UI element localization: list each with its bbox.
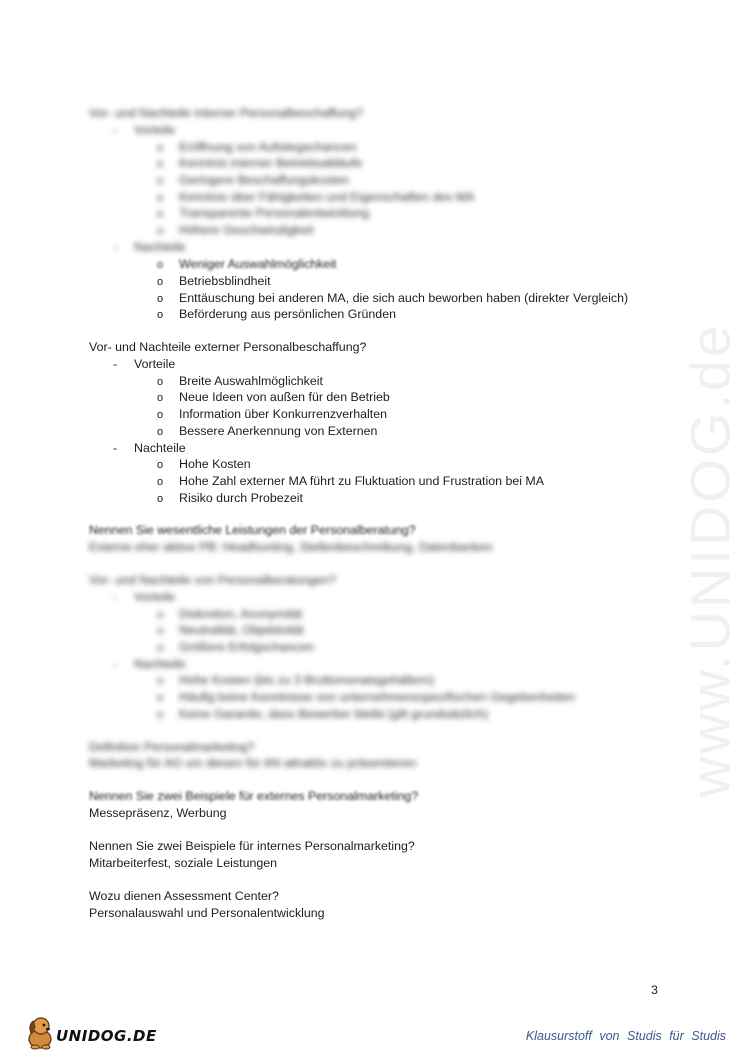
list-item: o Risiko durch Probezeit [157, 491, 303, 505]
nachteile-heading: - Nachteile [113, 657, 186, 671]
nachteile-heading: - Nachteile [113, 240, 186, 254]
list-item: o Häufig keine Kenntnisse von unternehmensspezifischen Gegebenheiten [157, 690, 576, 704]
list-item: o Beförderung aus persönlichen Gründen [157, 307, 396, 321]
list-item: o Diskretion, Anonymität [157, 607, 303, 621]
question-marketing-intern: Nennen Sie zwei Beispiele für internes Personalmarketing? [89, 839, 415, 853]
list-item: o Keine Garantie, dass Bewerber bleibt (gilt grundsätzlich) [157, 707, 489, 721]
unidog-logo [20, 1012, 160, 1052]
question-beratung-leistungen: Nennen Sie wesentliche Leistungen der Personalberatung? [89, 523, 416, 537]
question-intern: Vor- und Nachteile interner Personalbeschaffung? [89, 106, 363, 120]
question-marketing-extern: Nennen Sie zwei Beispiele für externes Personalmarketing? [89, 789, 419, 803]
list-item: o Größere Erfolgschancen [157, 640, 314, 654]
list-item: o Höhere Geschwindigkeit [157, 223, 314, 237]
list-item: o Kenntnis interner Betriebsabläufe [157, 156, 363, 170]
page-number: 3 [651, 983, 658, 997]
list-item: o Bessere Anerkennung von Externen [157, 424, 378, 438]
question-beratung: Vor- und Nachteile von Personalberatungen? [89, 573, 337, 587]
list-item: o Neue Ideen von außen für den Betrieb [157, 390, 390, 404]
dog-icon [20, 1012, 60, 1052]
list-item: o Hohe Zahl externer MA führt zu Fluktuation und Frustration bei MA [157, 474, 545, 488]
list-item: o Hohe Kosten (bis zu 3 Bruttomonatsgehältern) [157, 673, 434, 687]
vorteile-heading: - Vorteile [113, 590, 176, 604]
list-item: o Kenntnis über Fähigkeiten und Eigenschaften des MA [157, 190, 475, 204]
list-item: o Weniger Auswahlmöglichkeit [157, 257, 337, 271]
list-item: o Betriebsblindheit [157, 274, 271, 288]
question-extern: Vor- und Nachteile externer Personalbeschaffung? [89, 340, 367, 354]
answer-marketing-intern: Mitarbeiterfest, soziale Leistungen [89, 856, 278, 870]
list-item: o Information über Konkurrenzverhalten [157, 407, 388, 421]
watermark: www.UNIDOG.de [678, 322, 742, 798]
vorteile-heading: - Vorteile [113, 123, 176, 137]
question-marketing-def: Definition Personalmarketing? [89, 740, 255, 754]
list-item: o Eröffnung von Aufstiegschancen [157, 140, 357, 154]
list-item: o Enttäuschung bei anderen MA, die sich auch beworben haben (direkter Vergleich) [157, 291, 629, 305]
answer-marketing-def: Marketing für AG um diesen für AN attraktiv zu präsentieren [89, 756, 417, 770]
question-assessment: Wozu dienen Assessment Center? [89, 889, 279, 903]
answer-beratung-leistungen: Externe eher aktive PB: Headhunting, Stellenbeschreibung, Datenbanken [89, 540, 493, 554]
vorteile-heading: - Vorteile [113, 357, 176, 371]
list-item: o Hohe Kosten [157, 457, 251, 471]
logo-text: UNIDOG.DE [56, 1027, 157, 1045]
list-item: o Transparente Personalentwicklung [157, 206, 370, 220]
list-item: o Breite Auswahlmöglichkeit [157, 374, 323, 388]
nachteile-heading: - Nachteile [113, 441, 186, 455]
answer-marketing-extern: Messepräsenz, Werbung [89, 806, 227, 820]
list-item: o Geringere Beschaffungskosten [157, 173, 349, 187]
footer-tagline: Klausurstoff von Studis für Studis [525, 1029, 726, 1043]
answer-assessment: Personalauswahl und Personalentwicklung [89, 906, 325, 920]
list-item: o Neutralität, Objektivität [157, 623, 304, 637]
